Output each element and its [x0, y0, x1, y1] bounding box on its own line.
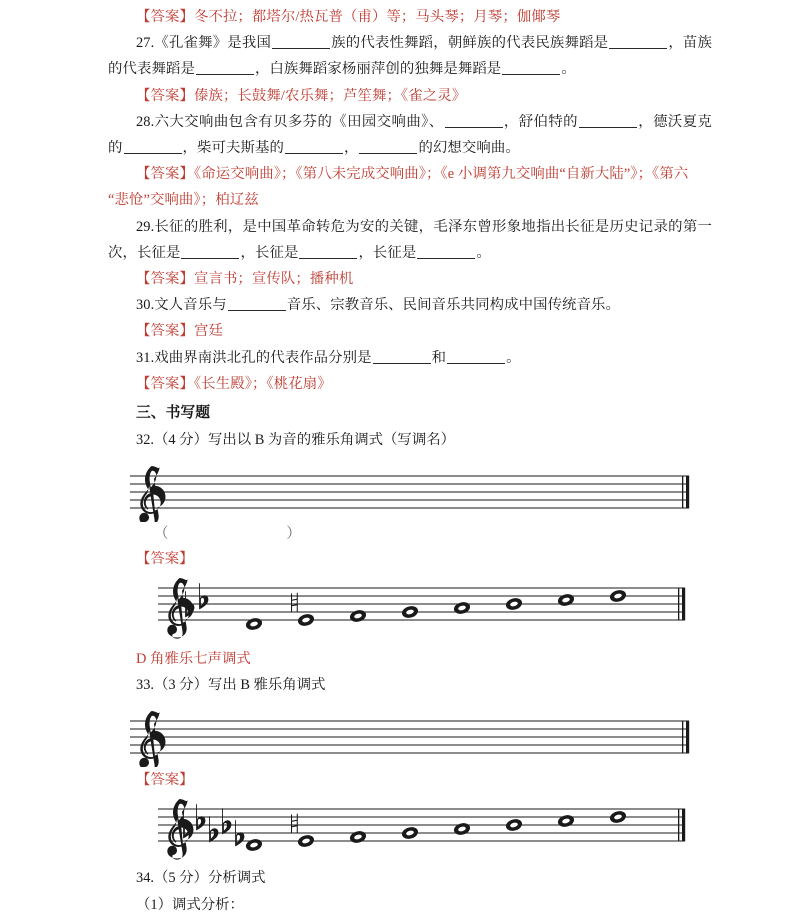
q31-text-c: 。 — [506, 349, 521, 366]
q27-text-e: ，白族舞蹈家杨丽萍创的独舞是舞蹈是 — [254, 61, 502, 78]
staff-q32-blank[interactable] — [108, 460, 712, 522]
document-body — [108, 4, 712, 919]
q28-text-a: 28.六大交响曲包含有贝多芬的《田园交响曲》、 — [136, 113, 444, 130]
q28-text-d: ， — [182, 140, 197, 157]
treble-clef — [139, 710, 165, 767]
question-33: 33.（3 分）写出 B 雅乐角调式 — [136, 677, 326, 694]
blank-field[interactable] — [359, 139, 417, 154]
note-group — [245, 589, 628, 632]
staff-lines — [158, 588, 684, 620]
question-28 — [108, 109, 712, 161]
question-29 — [108, 214, 712, 266]
q27-text-a: 27.《孔雀舞》是我国 — [136, 35, 272, 52]
q28-text-c: ，德沃夏克的 — [108, 113, 712, 157]
question-31 — [108, 345, 712, 371]
q28-text-e: 柴可夫斯基的 — [197, 140, 284, 157]
q29-text-e: 。 — [476, 244, 491, 261]
q30-text-b: 音乐、宗教音乐、民间音乐共同构成中国传统音乐。 — [286, 297, 621, 314]
blank-field[interactable] — [417, 244, 475, 259]
answer-32-label: 【答案】 — [136, 551, 194, 568]
q29-text-c: ，长征是 — [240, 244, 299, 261]
staff-lines — [130, 476, 688, 508]
staff-q33-blank[interactable] — [108, 705, 712, 767]
q29-text-d: ，长征是 — [358, 244, 417, 261]
staff-q32-answer[interactable] — [108, 574, 712, 646]
blank-field[interactable] — [373, 349, 431, 364]
paren-open: （ — [154, 526, 169, 543]
answer-31: 【答案】《长生殿》；《桃花扇》 — [136, 375, 332, 392]
staff-lines — [158, 809, 684, 841]
q31-text-a: 31.戏曲界南洪北孔的代表作品分别是 — [136, 349, 372, 366]
blank-field[interactable] — [502, 60, 560, 75]
blank-field[interactable] — [181, 244, 239, 259]
q28-text-f: ， — [343, 140, 359, 157]
blank-field[interactable] — [285, 139, 343, 154]
staff-q33-answer[interactable] — [108, 795, 712, 863]
q27-text-d: 蹈是 — [165, 61, 195, 78]
answer-33-label: 【答案】 — [136, 772, 194, 789]
blank-field[interactable] — [228, 296, 286, 311]
answer-27: 【答案】傣族；长鼓舞/农乐舞；芦笙舞；《雀之灵》 — [136, 87, 467, 104]
question-34: 34.（5 分）分析调式 — [136, 870, 266, 887]
paren-close: ） — [286, 526, 301, 543]
blank-field[interactable] — [272, 34, 330, 49]
blank-field[interactable] — [445, 113, 503, 128]
note-group — [245, 810, 628, 853]
q27-text-c: ，苗族的代表舞 — [108, 35, 713, 78]
answer-30: 【答案】宫廷 — [136, 323, 223, 340]
blank-field[interactable] — [579, 113, 637, 128]
staff-lines — [130, 721, 688, 753]
question-34-sub1: （1）调式分析： — [136, 897, 244, 914]
q28-text-g: 的幻想交响曲。 — [418, 140, 520, 157]
answer-29: 【答案】宣言书；宣传队；播种机 — [136, 271, 354, 288]
answer-28-line1: 【答案】《命运交响曲》；《第八未完成交响曲》；《e 小调第九交响曲“自新大陆”》；《第六 — [136, 166, 689, 183]
q28-text-b: ，舒伯特的 — [503, 113, 578, 130]
q29-text-a: 29.长征的胜利，是中国革命转危为安的关键，毛泽东曾形象地指出长征是历史记录的第一次，长征 — [108, 218, 712, 261]
q30-text-a: 30.文人音乐与 — [136, 297, 227, 314]
q29-text-b: 是 — [165, 244, 181, 261]
treble-clef — [139, 465, 165, 522]
question-30 — [108, 292, 712, 318]
q27-text-f: 。 — [561, 61, 576, 78]
section-heading-3: 三、书写题 — [136, 405, 210, 422]
question-27 — [108, 30, 712, 82]
blank-field[interactable] — [609, 34, 667, 49]
blank-field[interactable] — [196, 60, 254, 75]
q31-text-b: 和 — [431, 349, 447, 366]
treble-clef — [167, 577, 193, 638]
answer-26: 【答案】冬不拉；都塔尔/热瓦普（甫）等；马头琴；月琴；伽倻琴 — [136, 9, 561, 25]
blank-field[interactable] — [124, 139, 182, 154]
blank-field[interactable] — [299, 244, 357, 259]
answer-28-line2: “悲怆”交响曲》；柏辽兹 — [108, 192, 259, 209]
answer-32-result: D 角雅乐七声调式 — [136, 651, 251, 668]
question-32: 32.（4 分）写出以 B 为音的雅乐角调式（写调名） — [136, 432, 455, 449]
q32-answer-parenthesis[interactable] — [108, 522, 712, 546]
blank-field[interactable] — [447, 349, 505, 364]
q27-text-b: 族的代表性舞蹈，朝鲜族的代表民族舞蹈是 — [331, 35, 609, 52]
